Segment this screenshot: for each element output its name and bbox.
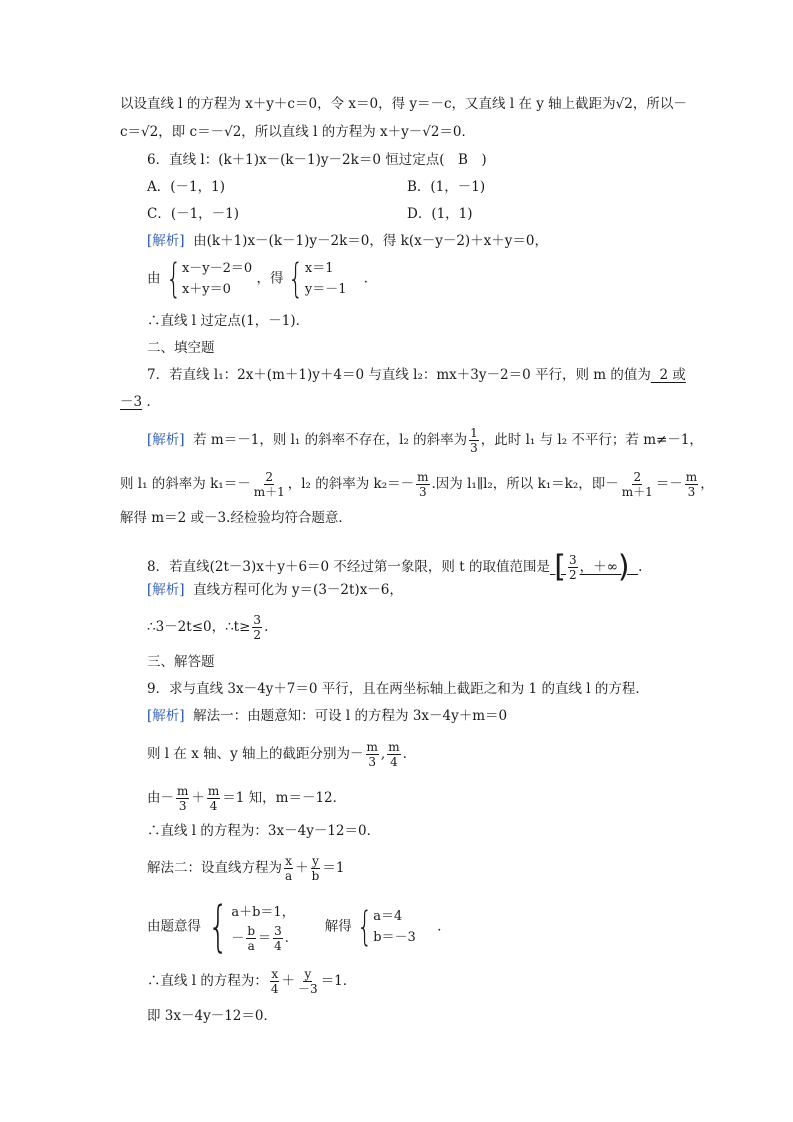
analysis-line: 则 l 在 x 轴、y 轴上的截距分别为－ $\frac{m}{3}$ , $\frac{m}{4}$ . <box>147 740 407 769</box>
fraction: $\frac{m}{3}$ <box>177 784 189 813</box>
text: ． <box>363 270 378 287</box>
fraction: $\frac{m}{3}$ <box>366 740 378 769</box>
fraction: $\frac{x}{4}$ <box>270 967 279 996</box>
equation-system: { x－y－2＝0 x＋y＝0 <box>165 256 253 302</box>
fraction: $\frac{m}{4}$ <box>388 740 400 769</box>
stem-text: 7．若直线 l₁：2x＋(m＋1)y＋4＝0 与直线 l₂：mx＋3y－2＝0 平行，则 m 的值为 <box>147 367 651 383</box>
analysis-text: ＝1 <box>322 860 345 876</box>
analysis-line: 则 l₁ 的斜率为 k₁＝－ $\frac{2}{m+1}$ ，l₂ 的斜率为 k₂＝－ $\frac{m}{3}$ .因为 l₁∥l₂，所以 k₁＝k₂，即－ $\frac{2}{m+1}$ ＝－ $\frac{m}{3}$ ， <box>120 470 714 499</box>
fraction: $\frac{m}{4}$ <box>207 784 220 813</box>
analysis-tag: [解析] <box>147 432 185 448</box>
analysis-line <box>147 706 507 726</box>
question-7-stem <box>147 365 686 385</box>
analysis-text: 由(k＋1)x－(k－1)y－2k＝0，得 k(x－y－2)＋x＋y＝0， <box>193 233 549 249</box>
analysis-text: ∴直线 l 的方程为： <box>147 973 268 989</box>
analysis-line: 由－ $\frac{m}{3}$ ＋ $\frac{m}{4}$ ＝1 知，m＝－12． <box>147 784 347 813</box>
question-9-stem: 9．求与直线 3x－4y＋7＝0 平行，且在两坐标轴上截距之和为 1 的直线 l 的方程． <box>147 681 649 697</box>
fraction: $\frac{3}{2}$ <box>253 613 262 642</box>
analysis-text: .因为 l₁∥l₂，所以 k₁＝k₂，即－ <box>431 476 619 492</box>
analysis-line <box>147 231 548 251</box>
text: ，得 <box>256 270 284 287</box>
analysis-text: ＝1 知，m＝－12． <box>222 790 347 806</box>
analysis-text: ∴3－2t≤0，∴t≥ <box>147 619 251 635</box>
text: 由 <box>147 270 161 287</box>
option-b: B．(1，－1) <box>407 179 486 195</box>
analysis-line <box>147 580 403 600</box>
analysis-text: 解法一：由题意知：可设 l 的方程为 3x－4y＋m＝0 <box>193 708 508 724</box>
section-heading: 三、解答题 <box>147 654 215 670</box>
text: 解得 <box>324 918 352 935</box>
equation: x－y－2＝0 <box>181 261 253 276</box>
equation: － $\frac{b}{a}$ ＝ $\frac{3}{4}$ . <box>231 923 289 953</box>
analysis-text: 若 m＝－1，则 l₁ 的斜率不存在，l₂ 的斜率为 <box>193 432 468 448</box>
equation-system-line: 由题意得 { a＋b＝1， － $\frac{b}{a}$ ＝ $\frac{3}{4}$ . 解得 { a＝4 b＝－3 ． <box>147 895 451 958</box>
text-line: c＝√2，即 c＝－√2，所以直线 l 的方程为 x＋y－√2＝0． <box>120 124 476 140</box>
question-6-stem: 6．直线 l：(k＋1)x－(k－1)y－2k＝0 恒过定点( B ) <box>147 152 487 168</box>
answer-text: ，＋∞ <box>579 559 618 575</box>
fraction: $\frac{y}{-3}$ <box>298 967 318 996</box>
fraction: $\frac{m}{3}$ <box>417 470 429 499</box>
analysis-text: ，l₂ 的斜率为 k₂＝－ <box>287 476 415 492</box>
equation-system: { a＋b＝1， － $\frac{b}{a}$ ＝ $\frac{3}{4}$ . <box>207 895 295 958</box>
analysis-text: 则 l 在 x 轴、y 轴上的截距分别为－ <box>147 746 364 762</box>
solution-system: { a＝4 b＝－3 <box>356 904 416 950</box>
answer-blank <box>651 367 686 383</box>
analysis-text: 直线方程可化为 y＝(3－2t)x－6， <box>193 582 403 598</box>
answer-text: －3 <box>120 394 143 410</box>
equation: y＝－1 <box>304 282 347 297</box>
fraction: $\frac{2}{m+1}$ <box>253 470 285 499</box>
equation: a＋b＝1， <box>231 904 295 920</box>
equation: a＝4 <box>373 909 403 924</box>
fraction: $\frac{y}{b}$ <box>311 854 320 883</box>
analysis-line: ∴直线 l 的方程为：3x－4y－12＝0． <box>147 823 381 839</box>
option-a: A．(－1，1) <box>147 179 225 195</box>
text: 由题意得 <box>147 918 201 935</box>
stem-text: 8．若直线(2t－3)x＋y＋6＝0 不经过第一象限，则 t 的取值范围是 <box>147 559 550 575</box>
analysis-text: 由－ <box>147 790 174 806</box>
question-8-stem: 8．若直线(2t－3)x＋y＋6＝0 不经过第一象限，则 t 的取值范围是 [ $\frac{3}{2}$ ，＋∞) . <box>147 549 643 585</box>
analysis-line: 即 3x－4y－12＝0． <box>147 1008 277 1024</box>
analysis-tag: [解析] <box>147 233 185 249</box>
equation: x＝1 <box>304 261 334 276</box>
fraction: $\frac{m}{3}$ <box>685 470 698 499</box>
analysis-text: ，此时 l₁ 与 l₂ 不平行；若 m≠－1， <box>480 432 703 448</box>
analysis-line <box>147 426 703 455</box>
fraction: $\frac{x}{a}$ <box>285 854 293 883</box>
analysis-text: 则 l₁ 的斜率为 k₁＝－ <box>120 476 251 492</box>
analysis-line: ∴直线 l 的方程为： $\frac{x}{4}$ ＋ $\frac{y}{-3}$ ＝1． <box>147 967 357 996</box>
answer-blank: [ $\frac{3}{2}$ ，＋∞) <box>554 549 630 585</box>
solution-system: { x＝1 y＝－1 <box>288 256 347 302</box>
equation: b＝－3 <box>373 930 416 945</box>
option-d: D．(1，1) <box>407 206 473 222</box>
answer-text: 2 或 <box>659 367 686 383</box>
analysis-tag: [解析] <box>147 582 185 598</box>
fraction: $\frac{1}{3}$ <box>470 426 478 455</box>
section-heading: 二、填空题 <box>147 340 215 356</box>
analysis-line: ∴3－2t≤0，∴t≥ $\frac{3}{2}$ . <box>147 613 269 642</box>
answer-continuation: －3 . <box>120 394 151 410</box>
fraction: $\frac{3}{2}$ <box>568 553 577 582</box>
fraction: $\frac{2}{m+1}$ <box>621 470 653 499</box>
analysis-tag: [解析] <box>147 708 185 724</box>
text-line: 以设直线 l 的方程为 x＋y＋c＝0，令 x＝0，得 y＝－c，又直线 l 在 y 轴上截距为√2，所以－ <box>120 96 687 112</box>
conclusion-line: ∴直线 l 过定点(1，－1)． <box>147 313 310 329</box>
equation: x＋y＝0 <box>181 282 231 297</box>
analysis-text: 解法二：设直线方程为 <box>147 860 282 876</box>
option-c: C．(－1，－1) <box>147 206 240 222</box>
analysis-line: 解得 m＝2 或－3.经检验均符合题意． <box>120 510 352 526</box>
equation-system-line <box>147 258 377 300</box>
analysis-text: ＝－ <box>655 476 683 492</box>
analysis-line: 解法二：设直线方程为 $\frac{x}{a}$ ＋ $\frac{y}{b}$ ＝1 <box>147 854 345 883</box>
